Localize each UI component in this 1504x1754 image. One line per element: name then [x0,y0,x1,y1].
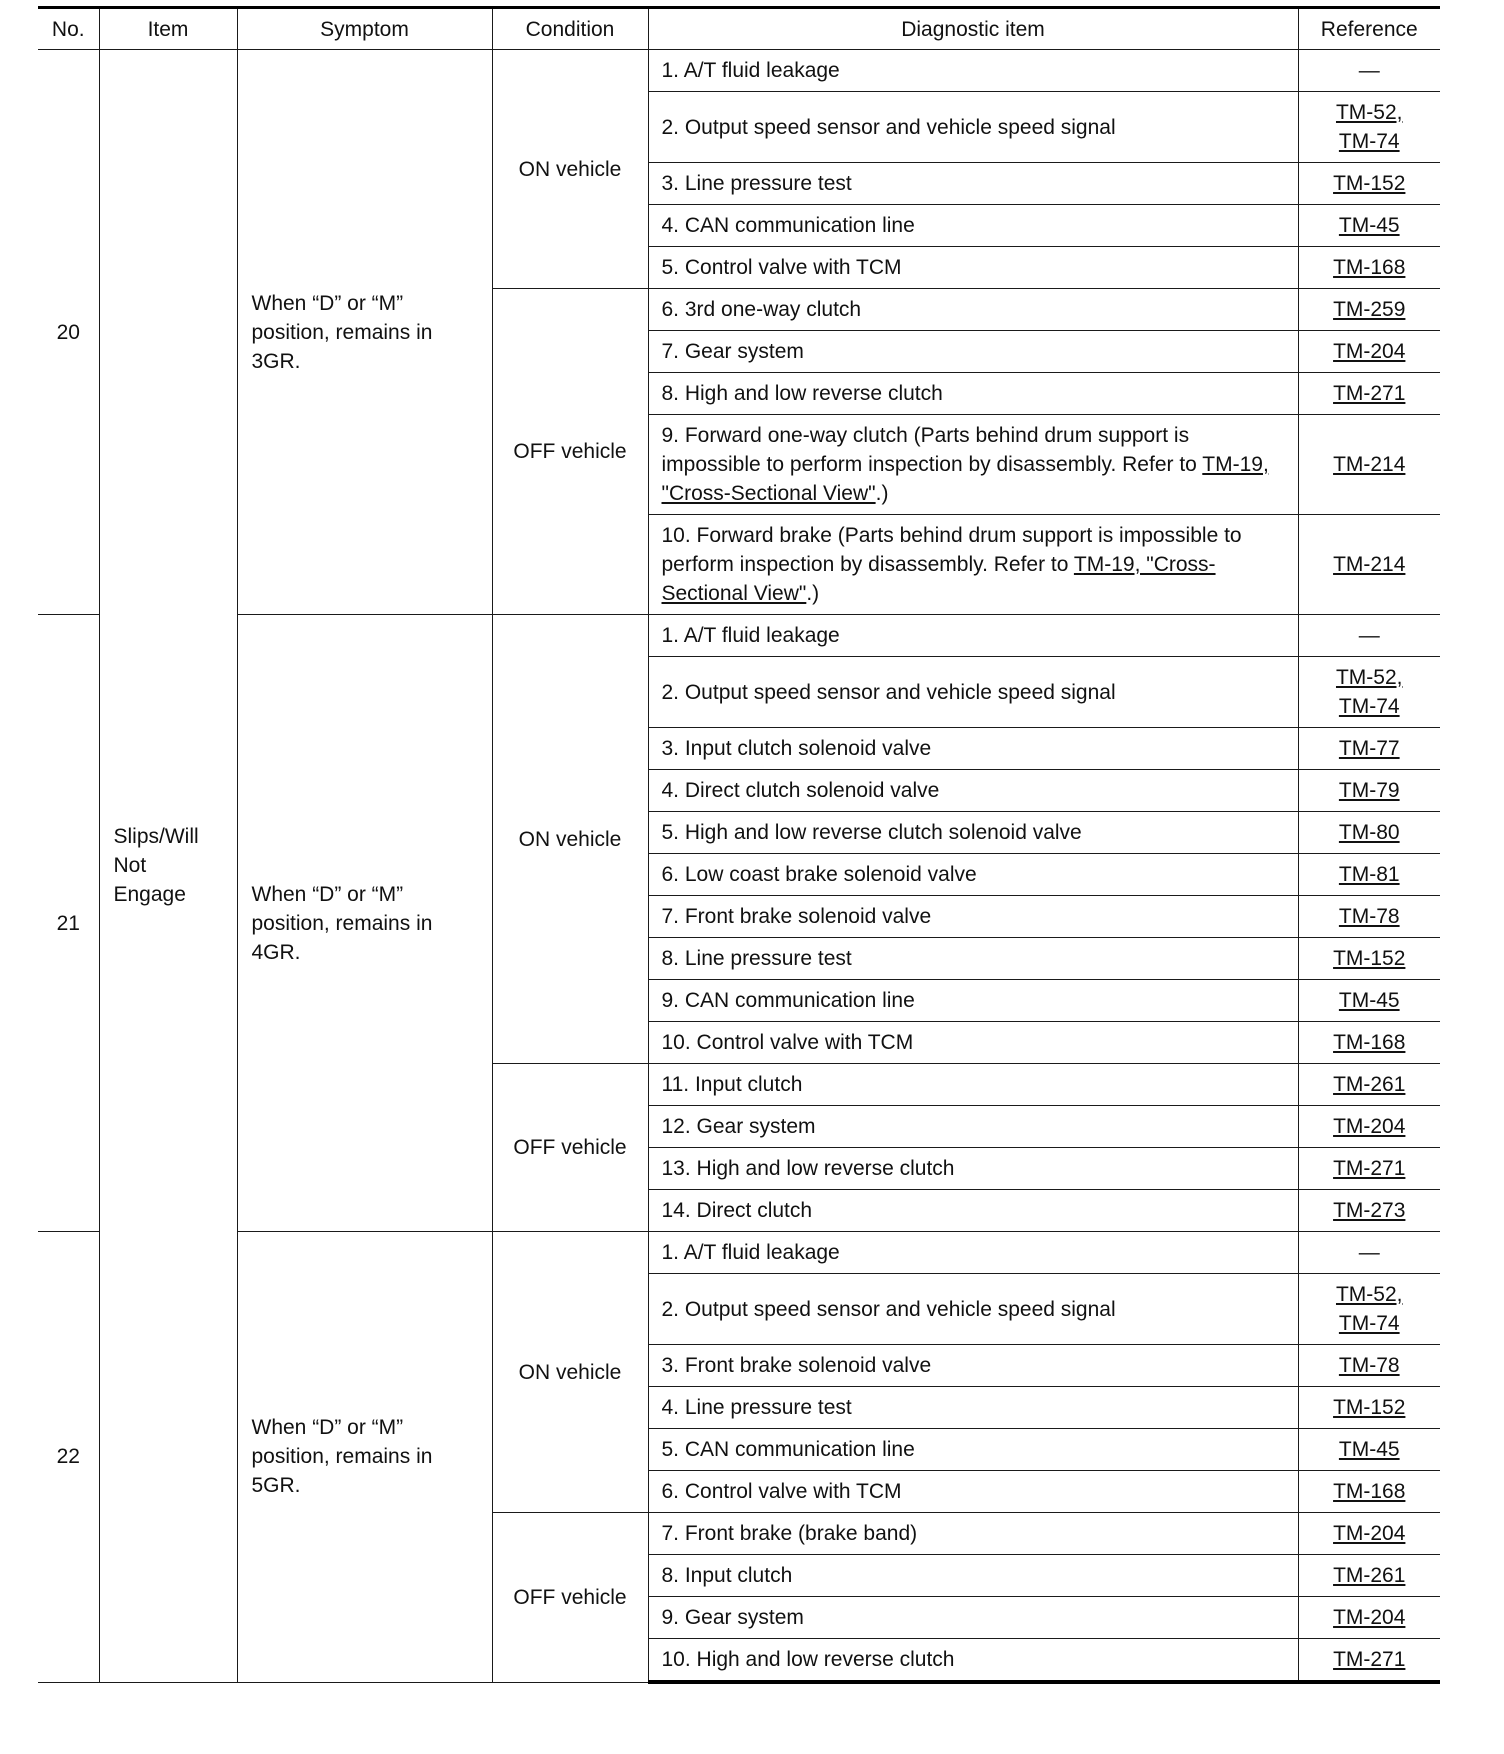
diagnostic-item [648,515,1298,615]
header-item: Item [99,8,237,50]
diagnostic-item: 8. Line pressure test [648,938,1298,980]
reference-link[interactable]: TM-77 [1338,737,1400,760]
reference-cell [1298,205,1440,247]
diagnostic-item: 6. Low coast brake solenoid valve [648,854,1298,896]
reference-cell [1298,1471,1440,1513]
reference-link[interactable]: TM-214 [1333,553,1406,576]
reference-link[interactable]: TM-261 [1333,1564,1406,1587]
reference-link[interactable]: TM-152 [1333,1396,1406,1419]
reference-link[interactable]: TM-271 [1333,1648,1406,1671]
diagnostic-item: 3. Front brake solenoid valve [648,1345,1298,1387]
diagnostic-item: 1. A/T fluid leakage [648,1232,1298,1274]
diagnostic-item: 9. CAN communication line [648,980,1298,1022]
diagnostic-item: 4. Line pressure test [648,1387,1298,1429]
diagnostic-item: 1. A/T fluid leakage [648,50,1298,92]
reference-link[interactable]: TM-152 [1333,947,1406,970]
reference-link[interactable]: TM-214 [1333,453,1406,476]
reference-link[interactable]: TM-45 [1338,214,1400,237]
reference-link[interactable]: TM-81 [1338,863,1400,886]
diagnostic-item: 1. A/T fluid leakage [648,615,1298,657]
reference-cell [1298,515,1440,615]
diagnostic-item: 8. High and low reverse clutch [648,373,1298,415]
row-number: 20 [38,50,99,615]
reference-cell [1298,1232,1440,1274]
diagnostic-item: 7. Gear system [648,331,1298,373]
reference-link[interactable]: TM-273 [1333,1199,1406,1222]
diagnostic-item: 5. Control valve with TCM [648,247,1298,289]
diagnostic-item: 5. CAN communication line [648,1429,1298,1471]
diagnostic-item: 11. Input clutch [648,1064,1298,1106]
reference-link[interactable]: TM-74 [1338,695,1400,718]
row-number: 22 [38,1232,99,1683]
table-row [38,1232,1440,1274]
reference-link[interactable]: TM-74 [1338,130,1400,153]
condition-cell: OFF vehicle [492,1513,648,1683]
reference-cell [1298,1274,1440,1345]
header-reference: Reference [1298,8,1440,50]
reference-link[interactable]: TM-204 [1333,340,1406,363]
reference-link[interactable]: TM-52, [1335,666,1403,689]
reference-cell [1298,1387,1440,1429]
diagnostic-item: 3. Input clutch solenoid valve [648,728,1298,770]
reference-cell [1298,1513,1440,1555]
table-row [38,615,1440,657]
diagnostic-item: 6. 3rd one-way clutch [648,289,1298,331]
reference-link[interactable]: TM-168 [1333,1031,1406,1054]
header-symptom: Symptom [237,8,492,50]
reference-cell [1298,1064,1440,1106]
reference-cell [1298,1022,1440,1064]
reference-cell [1298,657,1440,728]
diagnostic-item: 13. High and low reverse clutch [648,1148,1298,1190]
reference-link[interactable]: TM-52, [1335,1283,1403,1306]
diagnostic-item: 10. Control valve with TCM [648,1022,1298,1064]
reference-cell [1298,1429,1440,1471]
reference-cell [1298,938,1440,980]
reference-cell [1298,1190,1440,1232]
reference-link[interactable]: TM-74 [1338,1312,1400,1335]
reference-cell [1298,1597,1440,1639]
condition-cell: OFF vehicle [492,289,648,615]
diagnostic-item: 10. High and low reverse clutch [648,1639,1298,1683]
diagnostic-item [648,415,1298,515]
table-body [38,50,1440,1683]
condition-cell: ON vehicle [492,1232,648,1513]
no-reference-dash: — [1358,624,1380,647]
reference-link[interactable]: TM-45 [1338,1438,1400,1461]
table-header-row [38,8,1440,50]
header-diagnostic-item: Diagnostic item [648,8,1298,50]
header-condition: Condition [492,8,648,50]
reference-link[interactable]: TM-152 [1333,172,1406,195]
diagnostic-item: 2. Output speed sensor and vehicle speed signal [648,1274,1298,1345]
reference-link[interactable]: TM-79 [1338,779,1400,802]
diagnostic-item: 6. Control valve with TCM [648,1471,1298,1513]
reference-link[interactable]: TM-204 [1333,1115,1406,1138]
reference-link[interactable]: TM-80 [1338,821,1400,844]
diagnostic-item: 9. Gear system [648,1597,1298,1639]
diagnostic-item: 8. Input clutch [648,1555,1298,1597]
reference-cell [1298,331,1440,373]
symptom-cell: When “D” or “M” position, remains in 5GR. [237,1232,492,1683]
diagnostic-item: 2. Output speed sensor and vehicle speed signal [648,657,1298,728]
reference-link[interactable]: TM-52, [1335,101,1403,124]
reference-link[interactable]: TM-204 [1333,1522,1406,1545]
symptom-cell: When “D” or “M” position, remains in 3GR. [237,50,492,615]
reference-cell [1298,247,1440,289]
cross-reference-link[interactable]: TM-19, "Cross-Sectional View" [661,553,1216,605]
no-reference-dash: — [1358,59,1380,82]
reference-cell [1298,812,1440,854]
reference-cell [1298,1639,1440,1683]
diagnosis-table [38,6,1440,1684]
reference-cell [1298,50,1440,92]
reference-cell [1298,1148,1440,1190]
reference-cell [1298,289,1440,331]
table-row [38,50,1440,92]
reference-link[interactable]: TM-168 [1333,256,1406,279]
symptom-cell: When “D” or “M” position, remains in 4GR. [237,615,492,1232]
reference-link[interactable]: TM-271 [1333,382,1406,405]
diagnostic-item: 4. Direct clutch solenoid valve [648,770,1298,812]
diagnostic-text: 10. Forward brake (Parts behind drum support is impossible to perform inspection by disassembly. Refer to [661,524,1242,576]
diagnostic-item: 7. Front brake solenoid valve [648,896,1298,938]
reference-link[interactable]: TM-78 [1338,1354,1400,1377]
diagnostic-item: 14. Direct clutch [648,1190,1298,1232]
diagnosis-table-container [38,6,1440,1684]
reference-cell [1298,163,1440,205]
reference-link[interactable]: TM-261 [1333,1073,1406,1096]
no-reference-dash: — [1358,1241,1380,1264]
reference-cell [1298,854,1440,896]
reference-cell [1298,415,1440,515]
reference-cell [1298,1345,1440,1387]
diagnostic-text-end: .) [875,482,889,505]
diagnostic-item: 3. Line pressure test [648,163,1298,205]
condition-cell: ON vehicle [492,615,648,1064]
reference-link[interactable]: TM-271 [1333,1157,1406,1180]
reference-cell [1298,728,1440,770]
diagnostic-text-end: .) [806,582,820,605]
reference-cell [1298,615,1440,657]
condition-cell: ON vehicle [492,50,648,289]
header-no: No. [38,8,99,50]
diagnostic-item: 5. High and low reverse clutch solenoid valve [648,812,1298,854]
reference-cell [1298,896,1440,938]
cross-reference-link[interactable]: TM-19, "Cross-Sectional View" [661,453,1269,505]
reference-link[interactable]: TM-204 [1333,1606,1406,1629]
reference-cell [1298,92,1440,163]
diagnostic-item: 12. Gear system [648,1106,1298,1148]
diagnostic-text: 9. Forward one-way clutch (Parts behind drum support is impossible to perform inspection by disassembly. Refer to [661,424,1203,476]
reference-cell [1298,1106,1440,1148]
item-cell: Slips/Will Not Engage [99,50,237,1683]
reference-link[interactable]: TM-168 [1333,1480,1406,1503]
row-number: 21 [38,615,99,1232]
diagnostic-item: 7. Front brake (brake band) [648,1513,1298,1555]
reference-link[interactable]: TM-45 [1338,989,1400,1012]
reference-cell [1298,980,1440,1022]
reference-link[interactable]: TM-259 [1333,298,1406,321]
reference-cell [1298,373,1440,415]
diagnostic-item: 2. Output speed sensor and vehicle speed signal [648,92,1298,163]
reference-cell [1298,1555,1440,1597]
reference-link[interactable]: TM-78 [1338,905,1400,928]
diagnostic-item: 4. CAN communication line [648,205,1298,247]
condition-cell: OFF vehicle [492,1064,648,1232]
reference-cell [1298,770,1440,812]
